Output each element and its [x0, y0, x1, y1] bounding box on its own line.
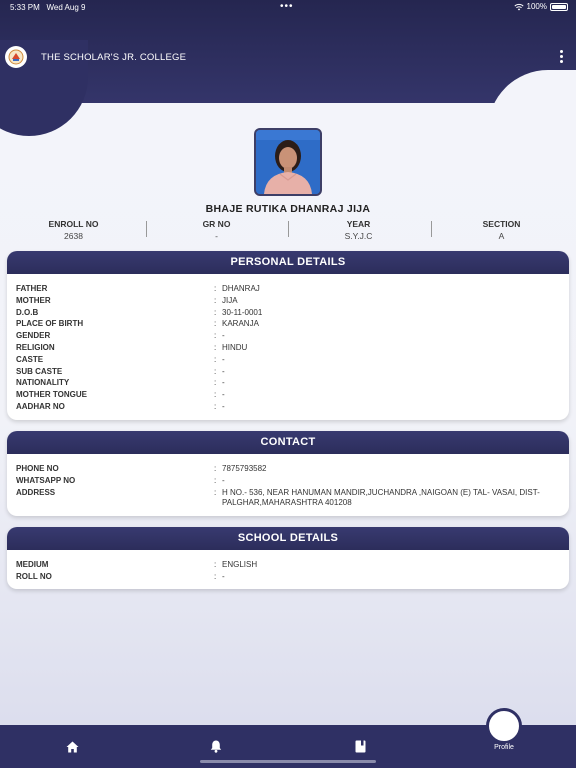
- detail-row-medium: MEDIUM : ENGLISH: [16, 560, 560, 572]
- detail-value: -: [222, 354, 225, 364]
- detail-label: MOTHER: [16, 295, 51, 305]
- detail-label: FATHER: [16, 284, 48, 293]
- detail-label: ADDRESS: [16, 487, 56, 497]
- contact-card: [7, 431, 569, 516]
- nav-home[interactable]: [52, 725, 92, 768]
- detail-label: PHONE NO: [16, 464, 59, 473]
- detail-label: GENDER: [16, 331, 51, 341]
- wifi-icon: [514, 3, 524, 11]
- detail-row-phone-no: PHONE NO : 7875793582: [16, 464, 560, 476]
- detail-label: CASTE: [16, 354, 44, 364]
- detail-value: 7875793582: [222, 464, 267, 473]
- more-vertical-icon[interactable]: [556, 50, 566, 64]
- student-avatar-image: [256, 130, 320, 194]
- detail-label: RELIGION: [16, 342, 55, 352]
- detail-row-mother: MOTHER : JIJA: [16, 296, 560, 308]
- detail-value: -: [222, 401, 225, 411]
- status-time: 5:33 PM Wed Aug 9: [10, 3, 86, 12]
- detail-value: H NO.- 536, NEAR HANUMAN MANDIR,JUCHANDRA ,NAIGOAN (E) TAL- VASAI, DIST-PALGHAR,MAHARASHTRA 401208: [222, 487, 540, 508]
- detail-value: JIJA: [222, 295, 238, 305]
- app-title: THE SCHOLAR'S JR. COLLEGE: [41, 52, 187, 63]
- student-stats: [0, 219, 576, 241]
- stat-label: SECTION: [482, 219, 521, 229]
- personal-details-title: PERSONAL DETAILS: [7, 251, 569, 274]
- detail-row-caste: CASTE : -: [16, 355, 560, 367]
- status-indicators: [514, 2, 568, 11]
- nav-profile-button[interactable]: [486, 708, 522, 744]
- detail-label: MOTHER TONGUE: [16, 390, 87, 400]
- nav-profile-label[interactable]: Profile: [494, 744, 514, 751]
- contact-list: [7, 454, 569, 509]
- detail-value: -: [222, 366, 225, 376]
- detail-label: NATIONALITY: [16, 378, 70, 388]
- detail-row-aadhar-no: AADHAR NO : -: [16, 402, 560, 414]
- detail-label: WHATSAPP NO: [16, 475, 76, 485]
- school-details-title: SCHOOL DETAILS: [7, 527, 569, 550]
- detail-row-nationality: NATIONALITY : -: [16, 378, 560, 390]
- detail-value: DHANRAJ: [222, 284, 260, 293]
- stat-label: ENROLL NO: [48, 219, 99, 229]
- book-icon: [355, 740, 366, 753]
- detail-label: SUB CASTE: [16, 366, 63, 376]
- battery-percent: 100%: [526, 2, 547, 11]
- stat-value: 2638: [64, 231, 83, 241]
- stat-label: YEAR: [346, 219, 371, 229]
- detail-row-mother-tongue: MOTHER TONGUE : -: [16, 390, 560, 402]
- detail-label: PLACE OF BIRTH: [16, 319, 84, 329]
- detail-row-whatsapp-no: WHATSAPP NO : -: [16, 476, 560, 488]
- detail-value: -: [222, 475, 225, 485]
- detail-value: 30-11-0001: [222, 307, 263, 317]
- detail-value: -: [222, 571, 225, 581]
- school-details-card: [7, 527, 569, 589]
- stat-year: [287, 219, 430, 241]
- personal-details-card: [7, 251, 569, 420]
- detail-label: D.O.B: [16, 307, 39, 317]
- detail-row-sub-caste: SUB CASTE : -: [16, 367, 560, 379]
- detail-row-father: FATHER : DHANRAJ: [16, 284, 560, 296]
- student-name: BHAJE RUTIKA DHANRAJ JIJA: [205, 203, 371, 215]
- school-details-list: [7, 550, 569, 584]
- detail-row-roll-no: ROLL NO : -: [16, 572, 560, 584]
- detail-row-place-of-birth: PLACE OF BIRTH : KARANJA: [16, 319, 560, 331]
- contact-title: CONTACT: [7, 431, 569, 454]
- status-bar: [0, 0, 576, 14]
- detail-value: -: [222, 378, 225, 388]
- detail-label: AADHAR NO: [16, 401, 65, 411]
- home-indicator: [200, 760, 376, 763]
- stat-value: -: [215, 231, 218, 241]
- stat-enroll-no: [2, 219, 145, 241]
- detail-row-gender: GENDER : -: [16, 331, 560, 343]
- detail-value: ENGLISH: [222, 560, 258, 569]
- stat-label: GR NO: [202, 219, 231, 229]
- detail-row-dob: D.O.B : 30-11-0001: [16, 308, 560, 320]
- stat-value: A: [498, 231, 505, 241]
- battery-icon: [550, 3, 568, 11]
- college-logo-icon: [5, 46, 27, 68]
- stat-section: [430, 219, 573, 241]
- stat-gr-no: [145, 219, 288, 241]
- detail-label: ROLL NO: [16, 571, 52, 581]
- detail-value: KARANJA: [222, 319, 259, 329]
- multitask-dots[interactable]: •••: [280, 1, 294, 12]
- detail-row-address: ADDRESS : H NO.- 536, NEAR HANUMAN MANDIR,JUCHANDRA ,NAIGOAN (E) TAL- VASAI, DIST-PALGHAR,MAHARASHTRA 401208: [16, 488, 560, 509]
- detail-value: -: [222, 390, 225, 400]
- detail-value: -: [222, 331, 225, 341]
- personal-details-list: [7, 274, 569, 414]
- stat-value: S.Y.J.C: [344, 231, 373, 241]
- detail-value: HINDU: [222, 342, 248, 352]
- home-icon: [66, 741, 79, 753]
- detail-row-religion: RELIGION : HINDU: [16, 343, 560, 355]
- college-emblem-icon: [8, 49, 24, 65]
- detail-label: MEDIUM: [16, 560, 49, 569]
- student-photo: [254, 128, 322, 196]
- bell-icon: [210, 740, 222, 753]
